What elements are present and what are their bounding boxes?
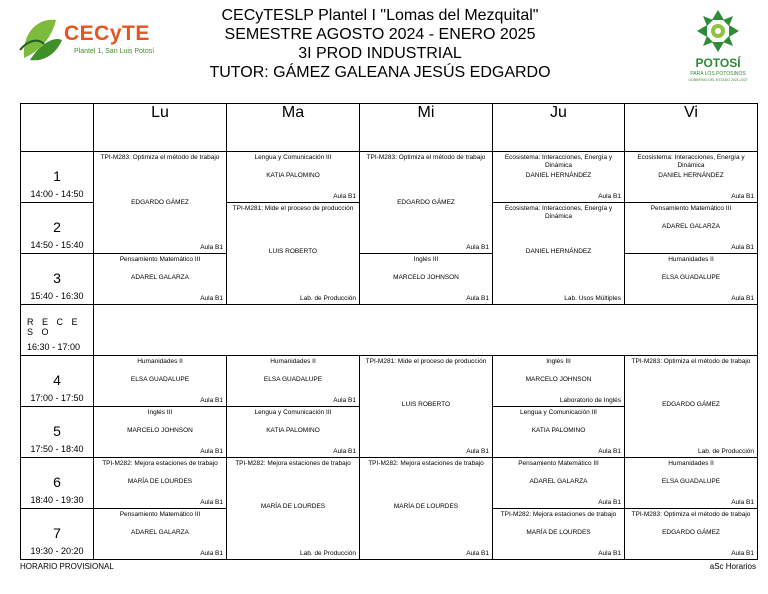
cecyte-logo-name: CECyTE xyxy=(64,22,150,45)
footer-software: aSc Horarios xyxy=(709,562,756,571)
lesson-subject: TPI-M281: Mide el proceso de producción xyxy=(232,205,354,212)
lesson-room: Aula B1 xyxy=(333,193,356,200)
lesson-room: Aula B1 xyxy=(200,448,223,455)
lesson-subject: Ecosistema: Interacciones, Energía y Dinámica xyxy=(504,154,613,169)
lesson-subject: Pensamiento Matemático III xyxy=(518,460,599,467)
day-header-lu: Lu xyxy=(94,104,227,152)
lesson-ma-5 xyxy=(227,407,360,458)
period-label-3 xyxy=(21,254,94,305)
lesson-mi-3 xyxy=(360,254,493,305)
schedule-table xyxy=(20,103,758,560)
lesson-vi-4 xyxy=(625,356,758,458)
lesson-teacher: ELSA GUADALUPE xyxy=(263,376,323,383)
lesson-teacher: MARÍA DE LOURDES xyxy=(393,503,459,510)
lesson-subject: Humanidades II xyxy=(137,358,183,365)
lesson-teacher: MARCELO JOHNSON xyxy=(525,376,592,383)
period-time: 15:40 - 16:30 xyxy=(30,291,84,301)
lesson-room: Aula B1 xyxy=(731,499,754,506)
lesson-subject: TPI-M283: Optimiza el método de trabajo xyxy=(631,511,751,518)
lesson-subject: TPI-M281: Mide el proceso de producción xyxy=(365,358,487,365)
lesson-subject: Humanidades II xyxy=(270,358,316,365)
lesson-mi-6 xyxy=(360,458,493,560)
lesson-ma-1 xyxy=(227,152,360,203)
period-time: 14:50 - 15:40 xyxy=(30,240,84,250)
corner-cell xyxy=(21,104,94,152)
lesson-ju-1 xyxy=(493,152,625,203)
lesson-subject: Pensamiento Matemático III xyxy=(119,256,201,263)
period-row-1 xyxy=(21,152,758,203)
lesson-room: Aula B1 xyxy=(598,193,621,200)
lesson-teacher: ELSA GUADALUPE xyxy=(130,376,190,383)
lesson-lu-1 xyxy=(94,152,227,254)
lesson-vi-1 xyxy=(625,152,758,203)
period-number: 1 xyxy=(53,168,61,184)
lesson-subject: Pensamiento Matemático III xyxy=(119,511,201,518)
period-time: 18:40 - 19:30 xyxy=(30,495,84,505)
lesson-teacher: EDGARDO GÁMEZ xyxy=(662,529,720,536)
lesson-mi-4 xyxy=(360,356,493,458)
lesson-room: Aula B1 xyxy=(200,244,223,251)
lesson-teacher: ADAREL GALARZA xyxy=(529,478,588,485)
lesson-room: Aula B1 xyxy=(466,448,489,455)
period-label-1 xyxy=(21,152,94,203)
lesson-teacher: DANIEL HERNÁNDEZ xyxy=(525,172,592,179)
day-header-ju: Ju xyxy=(493,104,625,152)
lesson-subject: Ecosistema: Interacciones, Energía y Dinámica xyxy=(637,154,745,169)
title-block xyxy=(160,6,600,82)
lesson-subject: TPI-M283: Optimiza el método de trabajo xyxy=(100,154,220,161)
lesson-teacher: ELSA GUADALUPE xyxy=(661,478,721,485)
lesson-room: Aula B1 xyxy=(598,448,621,455)
lesson-room: Aula B1 xyxy=(731,550,754,557)
period-time: 17:50 - 18:40 xyxy=(30,444,84,454)
lesson-subject: TPI-M283: Optimiza el método de trabajo xyxy=(366,154,486,161)
period-time: 17:00 - 17:50 xyxy=(30,393,84,403)
lesson-ma-4 xyxy=(227,356,360,407)
period-row-4 xyxy=(21,356,758,407)
lesson-subject: TPI-M282: Mejora estaciones de trabajo xyxy=(368,460,484,467)
lesson-subject: Inglés III xyxy=(147,409,173,416)
lesson-teacher: LUIS ROBERTO xyxy=(401,401,451,408)
period-number: 6 xyxy=(53,474,61,490)
lesson-lu-4 xyxy=(94,356,227,407)
lesson-lu-5 xyxy=(94,407,227,458)
lesson-teacher: KATIA PALOMINO xyxy=(266,427,320,434)
period-time: 19:30 - 20:20 xyxy=(30,546,84,556)
lesson-subject: Inglés III xyxy=(413,256,439,263)
period-label-5 xyxy=(21,407,94,458)
lesson-ma-6 xyxy=(227,458,360,560)
lesson-teacher: DANIEL HERNÁNDEZ xyxy=(525,248,592,255)
period-number: 5 xyxy=(53,423,61,439)
lesson-room: Aula B1 xyxy=(333,397,356,404)
period-number: 7 xyxy=(53,525,61,541)
recess-row xyxy=(21,305,758,356)
lesson-teacher: LUIS ROBERTO xyxy=(268,248,318,255)
lesson-subject: Lengua y Comunicación III xyxy=(520,409,597,416)
lesson-teacher: ADAREL GALARZA xyxy=(662,223,720,230)
lesson-subject: TPI-M282: Mejora estaciones de trabajo xyxy=(235,460,351,467)
lesson-teacher: MARCELO JOHNSON xyxy=(127,427,193,434)
lesson-ju-7 xyxy=(493,509,625,560)
lesson-teacher: ELSA GUADALUPE xyxy=(661,274,721,281)
lesson-teacher: EDGARDO GÁMEZ xyxy=(131,199,189,206)
lesson-room: Aula B1 xyxy=(731,244,754,251)
potosi-logo-sub: PARA LOS POTOSINOS xyxy=(690,71,746,77)
lesson-room: Lab. de Producción xyxy=(697,448,754,455)
lesson-vi-3 xyxy=(625,254,758,305)
period-number: 4 xyxy=(53,372,61,388)
lesson-room: Laboratorio de Inglés xyxy=(559,397,621,404)
lesson-subject: TPI-M283: Optimiza el método de trabajo xyxy=(631,358,751,365)
lesson-teacher: MARÍA DE LOURDES xyxy=(127,478,193,485)
lesson-vi-6 xyxy=(625,458,758,509)
lesson-room: Lab. Usos Múltiples xyxy=(564,295,621,302)
period-number: 3 xyxy=(53,270,61,286)
lesson-room: Aula B1 xyxy=(200,397,223,404)
lesson-subject: Ecosistema: Interacciones, Energía y Dinámica xyxy=(504,205,613,220)
lesson-subject: Pensamiento Matemático III xyxy=(650,205,732,212)
lesson-teacher: ADAREL GALARZA xyxy=(131,529,189,536)
title-line-4: TUTOR: GÁMEZ GALEANA JESÚS EDGARDO xyxy=(209,64,551,81)
lesson-ju-6 xyxy=(493,458,625,509)
lesson-subject: Humanidades II xyxy=(668,256,714,263)
period-time: 14:00 - 14:50 xyxy=(30,189,84,199)
day-header-vi: Vi xyxy=(625,104,758,152)
recess-label xyxy=(21,305,94,356)
potosi-logo xyxy=(683,6,753,92)
lesson-vi-7 xyxy=(625,509,758,560)
lesson-room: Aula B1 xyxy=(598,550,621,557)
lesson-teacher: EDGARDO GÁMEZ xyxy=(397,199,455,206)
cecyte-logo xyxy=(18,10,158,72)
lesson-teacher: MARÍA DE LOURDES xyxy=(260,503,326,510)
page-header xyxy=(0,0,768,100)
lesson-vi-2 xyxy=(625,203,758,254)
lesson-ma-2 xyxy=(227,203,360,305)
lesson-subject: TPI-M282: Mejora estaciones de trabajo xyxy=(102,460,218,467)
lesson-subject: Lengua y Comunicación III xyxy=(254,409,332,416)
lesson-room: Aula B1 xyxy=(466,550,489,557)
lesson-lu-7 xyxy=(94,509,227,560)
lesson-room: Aula B1 xyxy=(598,499,621,506)
lesson-ju-4 xyxy=(493,356,625,407)
lesson-room: Aula B1 xyxy=(200,550,223,557)
lesson-teacher: MARCELO JOHNSON xyxy=(393,274,459,281)
lesson-room: Aula B1 xyxy=(200,295,223,302)
recess-empty xyxy=(94,305,758,356)
lesson-mi-1 xyxy=(360,152,493,254)
lesson-room: Aula B1 xyxy=(466,295,489,302)
lesson-room: Aula B1 xyxy=(731,295,754,302)
period-label-4 xyxy=(21,356,94,407)
potosi-logo-sub2: GOBIERNO DEL ESTADO 2021-2027 xyxy=(688,78,748,82)
period-number: 2 xyxy=(53,219,61,235)
day-header-mi: Mi xyxy=(360,104,493,152)
lesson-teacher: KATIA PALOMINO xyxy=(531,427,586,434)
lesson-room: Lab. de Producción xyxy=(299,295,356,302)
lesson-room: Lab. de Producción xyxy=(299,550,356,557)
lesson-teacher: EDGARDO GÁMEZ xyxy=(662,401,720,408)
title-line-2: SEMESTRE AGOSTO 2024 - ENERO 2025 xyxy=(224,26,536,43)
lesson-lu-3 xyxy=(94,254,227,305)
title-line-3: 3I PROD INDUSTRIAL xyxy=(298,45,462,62)
day-header-ma: Ma xyxy=(227,104,360,152)
lesson-teacher: MARÍA DE LOURDES xyxy=(526,529,591,536)
day-header-row xyxy=(21,104,758,152)
lesson-ju-2 xyxy=(493,203,625,305)
period-label-6 xyxy=(21,458,94,509)
period-row-3 xyxy=(21,254,758,305)
potosi-emblem-icon xyxy=(683,6,753,56)
lesson-subject: Inglés III xyxy=(546,358,571,365)
cecyte-logo-sub: Plantel 1, San Luis Potosí xyxy=(74,48,155,55)
lesson-room: Aula B1 xyxy=(333,448,356,455)
footer-provisional: HORARIO PROVISIONAL xyxy=(20,562,114,571)
lesson-room: Aula B1 xyxy=(731,193,754,200)
lesson-teacher: ADAREL GALARZA xyxy=(131,274,189,281)
period-label-7 xyxy=(21,509,94,560)
lesson-subject: Humanidades II xyxy=(668,460,714,467)
lesson-teacher: DANIEL HERNÁNDEZ xyxy=(658,172,724,179)
lesson-ju-5 xyxy=(493,407,625,458)
recess-title: R E C E S O xyxy=(27,317,81,337)
lesson-subject: Lengua y Comunicación III xyxy=(254,154,332,161)
lesson-room: Aula B1 xyxy=(466,244,489,251)
recess-time: 16:30 - 17:00 xyxy=(27,342,81,352)
lesson-lu-6 xyxy=(94,458,227,509)
lesson-subject: TPI-M282: Mejora estaciones de trabajo xyxy=(500,511,617,518)
period-row-6 xyxy=(21,458,758,509)
lesson-teacher: KATIA PALOMINO xyxy=(266,172,320,179)
potosi-logo-name: POTOSÍ xyxy=(695,56,741,70)
lesson-room: Aula B1 xyxy=(200,499,223,506)
period-label-2 xyxy=(21,203,94,254)
title-line-1: CECyTESLP Plantel I "Lomas del Mezquital" xyxy=(221,7,539,24)
